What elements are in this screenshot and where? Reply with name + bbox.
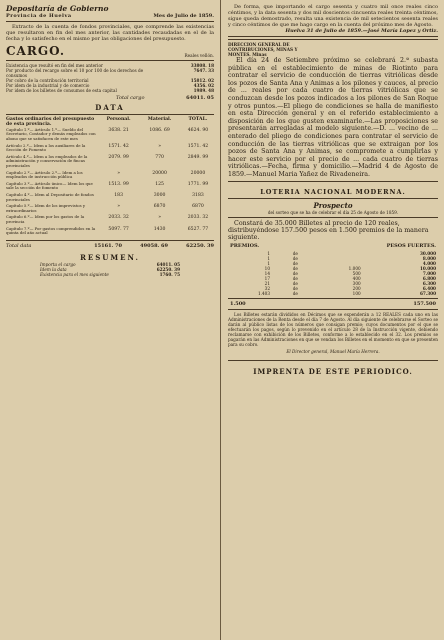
cargo-row <box>6 68 214 78</box>
cargo-row-label: Por idem de los billetes de consumos de esta capital <box>6 88 117 93</box>
loteria-intro: Constará de 35.000 Billetes al precio de 120 reales, distribuyéndose 157.500 pesos en 1.500 premios de la manera siguiente. <box>228 219 429 241</box>
footer-text: IMPRENTA DE ESTE PERIODICO. <box>253 367 413 377</box>
data-row-t: 1771. 99 <box>187 181 209 187</box>
rule <box>228 181 438 182</box>
data-row-t: 1571. 42 <box>187 143 209 149</box>
data-row-m: » <box>158 143 161 149</box>
cargo-unit: Reales vellón. <box>184 53 214 58</box>
cargo-title: CARGO. <box>6 44 66 58</box>
rule <box>228 39 438 40</box>
data-column-header: Gastos ordinarios del presupuesto de esta provincia. <box>6 117 95 128</box>
prize-total-pesos: 157.500 <box>413 301 436 308</box>
resumen-row-label: Importa el cargo <box>40 261 76 267</box>
cargo-row-value: 1989. 48 <box>193 88 214 93</box>
rule <box>6 114 214 115</box>
prize-n: 17 <box>264 276 270 282</box>
data-row-m: 1086. 69 <box>149 127 170 133</box>
data-row-p: » <box>117 170 121 176</box>
rule <box>6 21 214 22</box>
prize-col-b: PESOS FUERTES. <box>386 243 436 250</box>
prize-pesos: 4.000 <box>422 261 436 267</box>
cargo-row-value: 15812. 02 <box>190 78 214 83</box>
prize-v: 200 <box>352 286 361 292</box>
header-block <box>6 4 214 19</box>
data-total-row <box>6 243 214 249</box>
column-divider <box>220 0 221 640</box>
resumen-row-value: 64011. 05 <box>156 261 180 267</box>
data-column-header: TOTAL. <box>188 117 208 122</box>
loteria-notes: Los Billetes estarán divididos en Décimos que se expenderán a 12 REALES cada uno en las Administraciones de la Renta desde el día 7 de Agosto. Al día siguiente de celebrarse el Sorteo se darán al público listas de los números que consigan premio; cuyos documentos por el que se efectuarán los pagos, según lo prevenido en el artículo 28 de la Instrucción vigente, debiendo reclamarse con exhibición de los Billetes, conforme a lo establecido en el 32. Los premios se pagarán en las Administraciones en que se vendan los Billetes en el momento en que se presenten para su cobro. <box>228 312 438 348</box>
resumen-table <box>40 262 180 277</box>
prize-v: 500 <box>352 271 361 277</box>
data-row-m: 6870 <box>153 204 166 210</box>
prize-pesos: 6.300 <box>422 281 436 287</box>
data-row-p: » <box>117 204 121 210</box>
data-total-total: 62250. 39 <box>186 242 214 249</box>
cargo-total-label: Total cargo <box>116 95 145 101</box>
data-row-p: 1571. 42 <box>108 143 129 149</box>
cargo-row <box>6 88 214 93</box>
cargo-row-value: 33808. 18 <box>190 63 214 68</box>
cargo-row-label: Por cobro de la contribución territorial <box>6 78 89 83</box>
prize-t: de <box>292 271 298 277</box>
data-column-header: Personal. <box>106 117 131 122</box>
data-row-t: 3183 <box>192 192 204 198</box>
data-row <box>4 227 216 238</box>
right-column <box>222 0 444 376</box>
prize-col-a: PREMIOS. <box>230 243 260 250</box>
prize-n: 1.403 <box>258 291 270 297</box>
loteria-sorteo: del sorteo que se ha de celebrar el día 25 de Agosto de 1859. <box>267 209 399 215</box>
resumen-row-value: 1760. 75 <box>159 271 180 277</box>
data-row-t: 4624. 90 <box>187 127 209 133</box>
prize-t: de <box>292 256 298 262</box>
resumen-row-label: Idem la data <box>40 266 67 272</box>
data-row-m: 1430 <box>153 226 166 232</box>
data-row-m: 125 <box>155 181 164 187</box>
prize-pesos: 67.300 <box>419 291 436 297</box>
mines-text: El día 24 de Setiembre próximo se celebrará 2.ª subasta pública en el establecimiento de minas de Riotinto para contratar el servicio de conducción de tierras vitriólicas desde los pozos de Santa Ana y Animas a los pilones y cauces, al precio de ... reales por cada cuatro de tierras vitriólicas que se conduzcan desde los pozos indicados a los pilones de San Roque y otros puntos.—El pliego de condiciones se halla de manifiesto en esta Dirección general y en el referido establecimiento a disposición de los que gusten examinarle.—Las proposiciones se presentarán arregladas al modelo siguiente.—D. ... vecino de ... enterado del pliego de condiciones para contratar el servicio de conducción de las tierras vitriólicas que se extraigan por los pozos de Santa Ana y Animas, se compromete a cumplirlas y hacer este servicio por el precio de ... cada cuatro de tierras vitriólicas.—Fecha, firma y domicilio.—Madrid 4 de Agosto de 1859.—Manuel Maria Yañez de Rivadeneira. <box>228 57 438 178</box>
data-row-m: 3000 <box>153 192 166 198</box>
data-column-header: Material. <box>147 117 172 122</box>
cargo-row-label: Existencia que resultó en fin del mes anterior <box>6 63 103 68</box>
data-row-t: 2033. 32 <box>187 215 209 221</box>
rule <box>228 298 438 299</box>
data-row <box>4 215 216 226</box>
data-table <box>4 117 216 238</box>
loteria-prospecto: Prospecto <box>313 200 353 210</box>
prize-pesos: 6.400 <box>422 286 436 292</box>
data-title: DATA <box>95 103 125 112</box>
header-title: Depositaría de Gobierno <box>6 4 109 13</box>
header-subtitle: Provincia de Huelva <box>6 13 72 19</box>
prize-t: de <box>292 251 298 257</box>
mines-header: DIRECCION GENERAL DE CONTRIBUCIONES, MINAS Y MONTES. Minas <box>228 42 298 57</box>
cargo-header <box>6 44 214 58</box>
data-row-p: 183 <box>114 192 124 198</box>
right-top-signature: Huelva 31 de Julio de 1859.—José María Lopez y Ortiz. <box>285 28 438 34</box>
data-row-desc: Artículo 4.º— Idem a los empleados de la administración y conservación de fincas provinciales <box>6 153 88 168</box>
rule <box>6 60 214 61</box>
resumen-title: RESUMEN. <box>80 252 140 262</box>
data-row-t: 6870 <box>192 204 204 210</box>
prize-t: de <box>292 266 298 272</box>
prize-pesos: 30.000 <box>419 251 436 257</box>
data-total-material: 49058. 69 <box>140 242 168 249</box>
cargo-total-value: 64011. 05 <box>186 95 214 101</box>
rule <box>228 309 438 310</box>
data-total-personal: 15161. 70 <box>94 242 122 249</box>
prize-n: 1 <box>267 256 270 262</box>
prize-pesos: 8.000 <box>422 256 436 262</box>
rule <box>228 36 438 37</box>
data-row-desc: Capítulo 5.º— Idem de los imprevistos y extraordinarios <box>6 203 86 213</box>
prize-t: de <box>292 276 298 282</box>
data-row <box>4 128 216 144</box>
data-row-m: 20000 <box>152 170 167 176</box>
prize-pesos: 10.000 <box>419 266 436 272</box>
data-row-p: 2079. 99 <box>108 154 129 160</box>
data-row-t: 20000 <box>190 170 206 176</box>
data-total-label: Total data <box>6 242 32 249</box>
loteria-title: LOTERIA NACIONAL MODERNA. <box>260 187 406 196</box>
prize-total-n: 1.500 <box>230 301 246 308</box>
prize-n: 10 <box>264 266 270 272</box>
header-date: Mes de Julio de 1859. <box>153 13 214 19</box>
data-row-t: 6527. 77 <box>187 226 209 232</box>
data-row-desc: Capítulo 2.º— Artículo 2.º— Idem a los empleados de instrucción pública <box>6 169 83 180</box>
data-row-p: 5097. 77 <box>108 226 129 232</box>
prize-t: de <box>292 286 298 292</box>
rule <box>228 360 438 361</box>
rule <box>228 217 438 218</box>
cargo-row-value: 7647. 33 <box>193 68 214 73</box>
left-column <box>0 0 220 277</box>
right-top-text: De forma, que importando el cargo sesenta y cuatro mil once reales cinco céntimos, y la data sesenta y dos mil doscientos cincuenta reales treinta céntimos, sigue queda demostrado, resulta una existencia de mil setecientos sesenta reales y cinco céntimos de que me hago cargo en la cuenta del próximo mes de Agosto. <box>228 4 438 28</box>
prize-t: de <box>292 281 298 287</box>
cargo-total-row <box>6 95 214 101</box>
prize-n: 14 <box>264 271 270 277</box>
prize-total-row <box>230 301 436 307</box>
prize-pesos: 6.800 <box>422 276 436 282</box>
extract-text: Extracto de la cuenta de fondos provinciales, que comprende las existencias que resultaron en fin del mes anterior, las cantidades recaudadas en el de la fecha y lo satisfecho en el mismo por las obligaciones del presupuesto. <box>6 24 214 42</box>
cargo-row-label: Por idem de la industrial y de comercio <box>6 83 90 88</box>
prize-t: de <box>292 261 298 267</box>
data-row-desc: Capítulo 4.º— Idem al Depositario de fondos provinciales <box>6 191 94 202</box>
cargo-row-label: Por producto del recargo sobre el 10 por 100 de los derechos de consumos <box>6 68 144 78</box>
rule <box>228 198 438 199</box>
prize-v: 400 <box>352 276 361 282</box>
data-row-desc: Capítulo 1.º— Artículo 1.º— Sueldo del Secretario, Contador y demás empleados con abono que se satisfacen de este mes <box>6 126 96 141</box>
cargo-table <box>6 63 214 93</box>
prize-table <box>230 251 436 296</box>
data-row-m: 770 <box>155 154 164 160</box>
prize-n: 21 <box>264 281 270 287</box>
mines-block <box>228 42 438 179</box>
data-row-desc: Artículo 2.º— Idem a los auxiliares de la Sección de Fomento <box>6 142 86 153</box>
data-row-p: 2033. 32 <box>108 215 129 221</box>
prize-n: 1 <box>267 251 270 257</box>
resumen-row-value: 62250. 39 <box>156 266 180 272</box>
prize-row <box>230 291 436 296</box>
prize-v: 300 <box>352 281 361 287</box>
prize-n: 32 <box>264 286 270 292</box>
data-row-p: 3638. 21 <box>108 127 129 133</box>
prize-n: 1 <box>267 261 270 267</box>
cargo-row-value: 4356. 02 <box>193 83 214 88</box>
prize-v: 100 <box>352 291 361 297</box>
prize-pesos: 7.000 <box>422 271 436 277</box>
data-row-desc: Capítulo 3.º— Artículo único— Idem los que sale la sección de fomento <box>6 180 93 191</box>
prize-v: 1.000 <box>348 266 361 272</box>
prize-t: de <box>292 291 298 297</box>
resumen-row <box>40 272 180 277</box>
data-row-p: 1513. 99 <box>108 181 129 187</box>
loteria-signature: El Director general, Manuel María Herrera. <box>286 349 380 355</box>
data-row-t: 2849. 99 <box>187 154 209 160</box>
resumen-row-label: Existencia para el mes siguiente <box>40 271 109 277</box>
data-row-m: » <box>158 215 161 221</box>
data-row-desc: Capítulo 6.º— Idem por los gastos de la provincia <box>6 214 85 224</box>
data-row-desc: Capítulo 7.º— Por gastos comprendidos en la quinta del año actual <box>6 225 96 236</box>
rule <box>6 240 214 241</box>
prize-header <box>230 243 436 249</box>
data-row <box>4 155 216 171</box>
